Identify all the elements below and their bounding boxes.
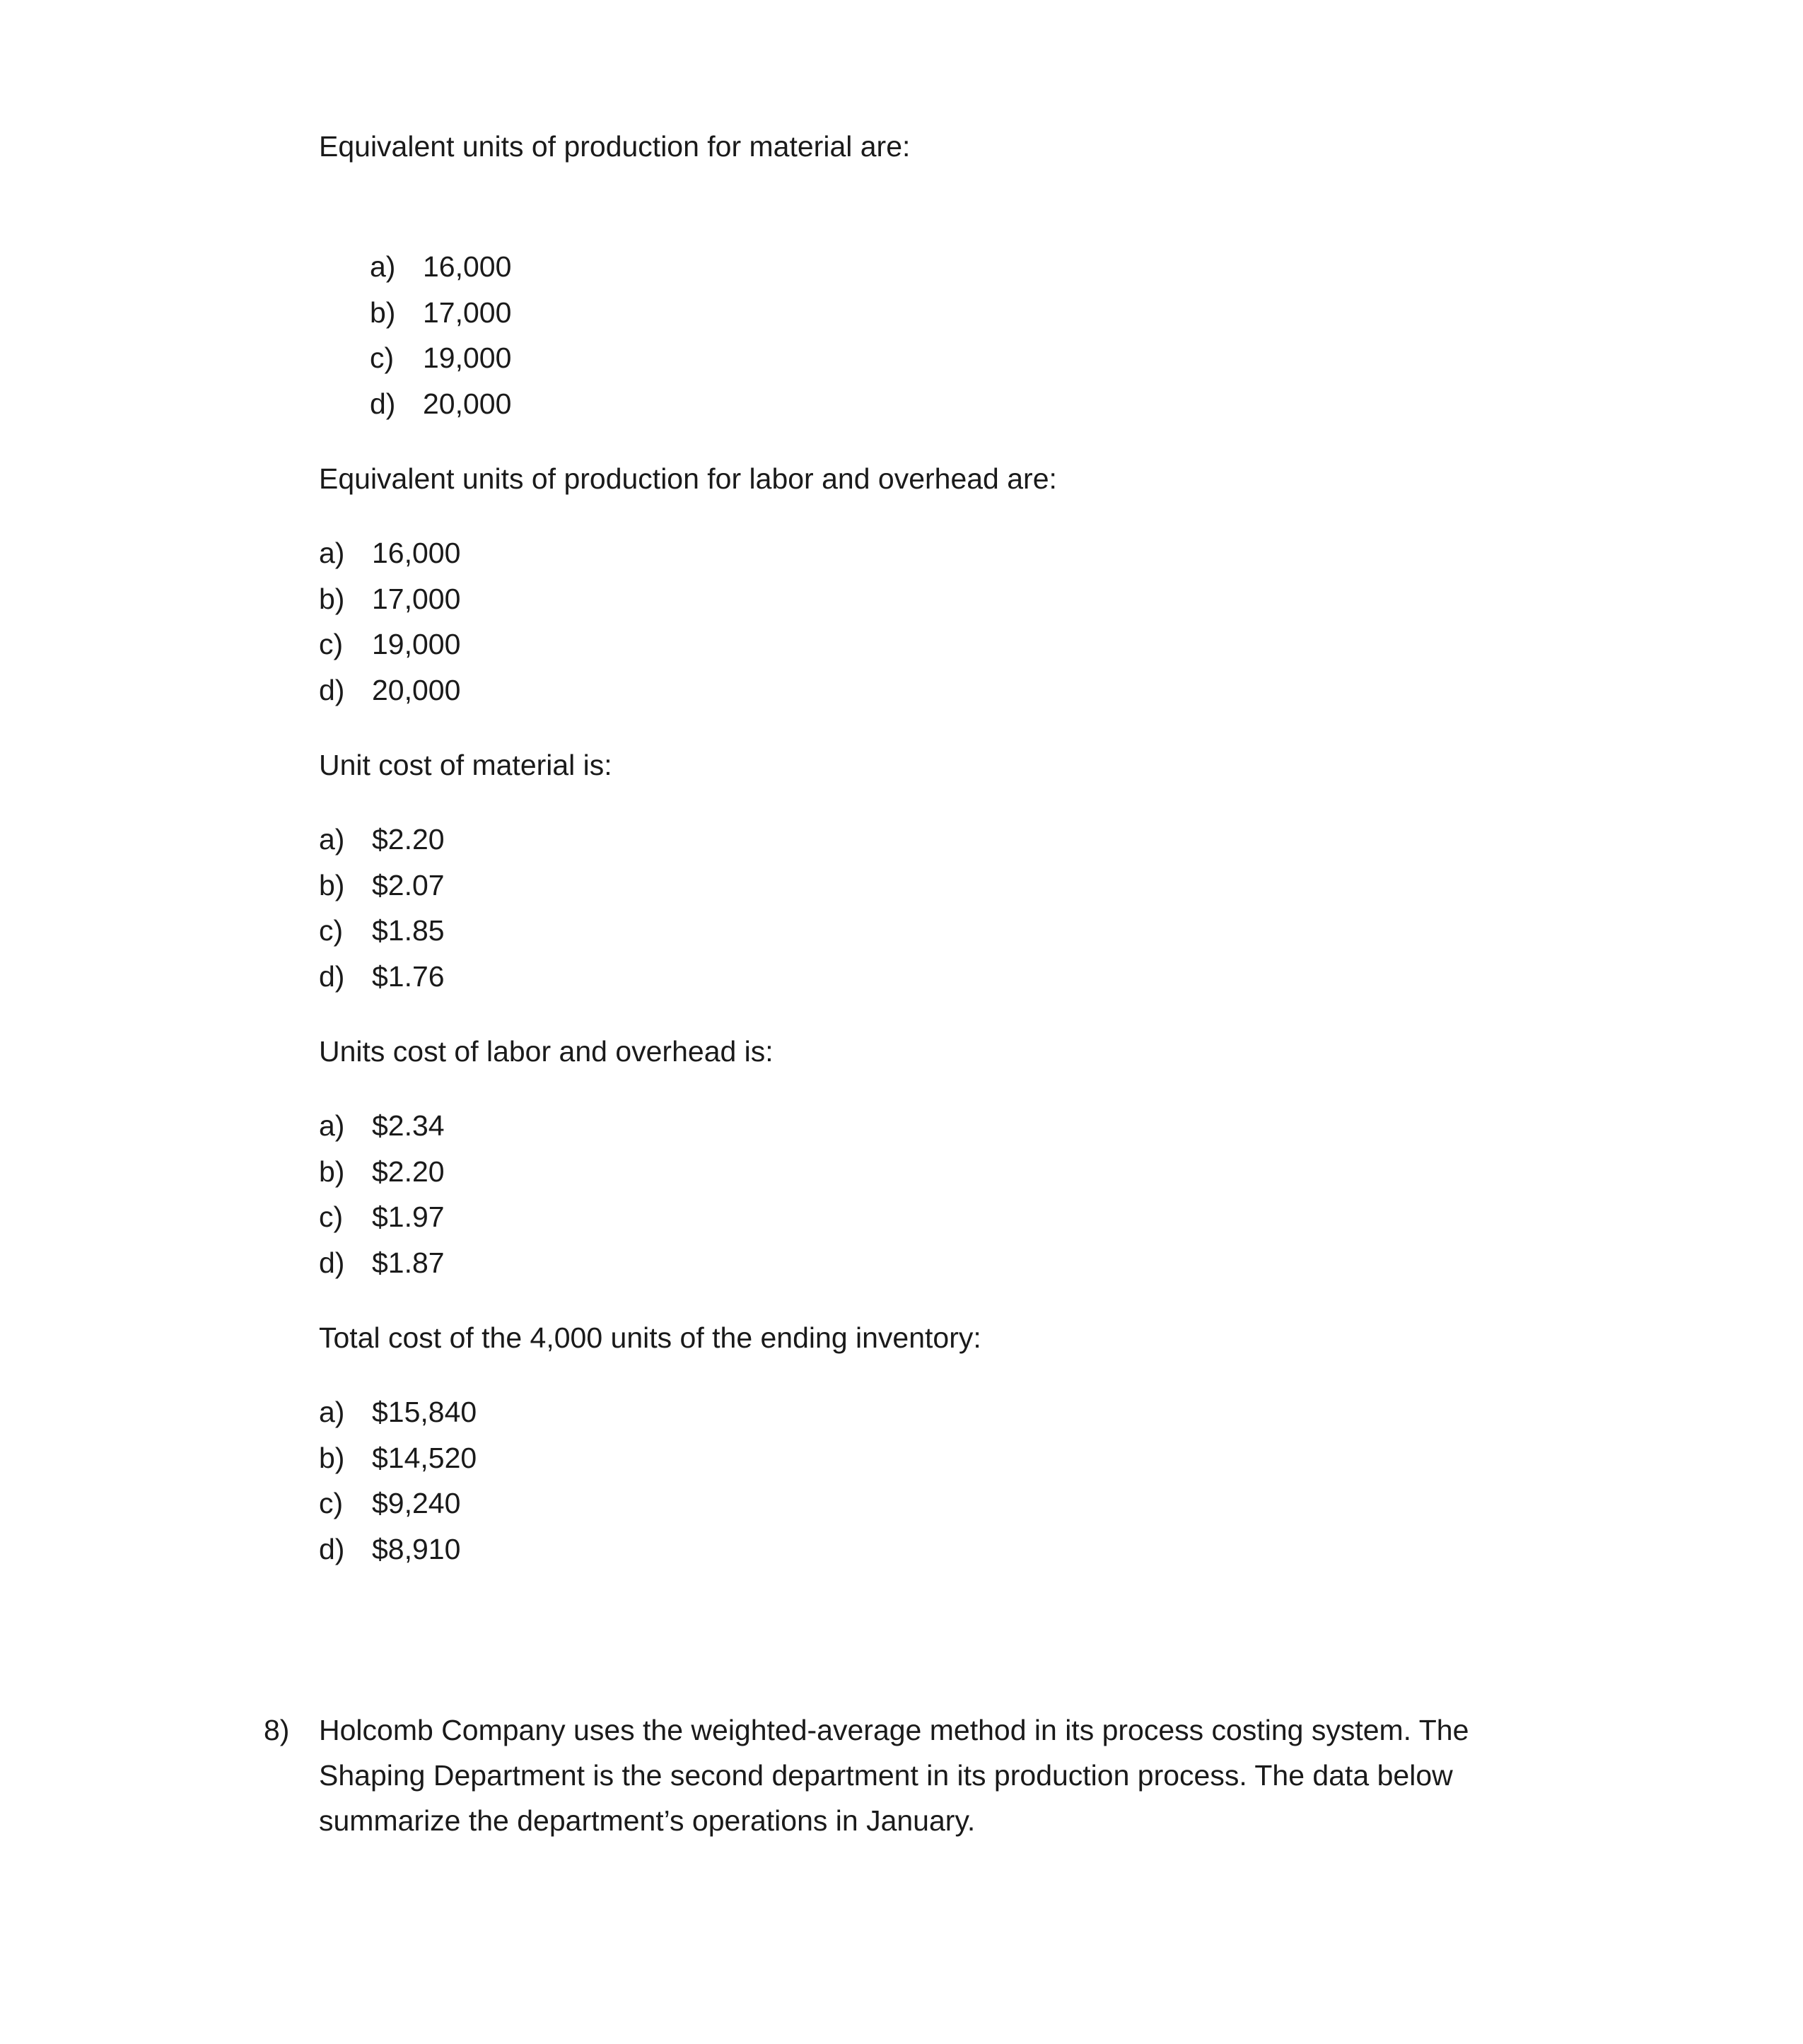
- option-item: [319, 1149, 445, 1195]
- option-item: [370, 290, 511, 336]
- option-value: 19,000: [423, 341, 512, 374]
- option-item: [319, 1194, 445, 1240]
- option-label: a): [370, 250, 396, 283]
- option-value: $9,240: [372, 1487, 461, 1519]
- option-label: b): [319, 582, 345, 615]
- question-prompt: Equivalent units of production for material are:: [319, 130, 911, 163]
- option-value: 17,000: [372, 582, 461, 615]
- option-label: b): [319, 1155, 345, 1188]
- option-value: 19,000: [372, 628, 461, 660]
- question-prompt: Equivalent units of production for labor and overhead are:: [319, 462, 1057, 495]
- option-label: d): [319, 1246, 345, 1279]
- option-item: [370, 381, 511, 427]
- option-item: [319, 576, 460, 622]
- option-item: [319, 817, 445, 863]
- option-item: [319, 1526, 477, 1572]
- option-label: c): [319, 914, 344, 947]
- option-label: a): [319, 1109, 345, 1142]
- option-label: b): [370, 296, 396, 329]
- option-value: $8,910: [372, 1532, 461, 1565]
- option-list: [370, 244, 511, 426]
- option-item: [319, 954, 445, 1000]
- option-value: 20,000: [423, 387, 512, 420]
- option-value: 16,000: [372, 537, 461, 569]
- question-prompt: Unit cost of material is:: [319, 749, 612, 781]
- option-value: $2.20: [372, 823, 445, 855]
- option-value: 16,000: [423, 250, 512, 283]
- option-value: $1.76: [372, 959, 445, 993]
- option-value: $15,840: [372, 1396, 477, 1428]
- option-item: [319, 1481, 477, 1526]
- option-value: $2.20: [372, 1155, 445, 1188]
- option-label: c): [370, 341, 395, 374]
- problem-number: 8): [264, 1714, 290, 1746]
- option-label: b): [319, 868, 345, 901]
- option-item: [319, 1389, 477, 1435]
- option-label: c): [319, 628, 344, 660]
- problem-text: Holcomb Company uses the weighted-average method in its process costing system. The Shaping Department is the second department in its production process. The data below summarize the department’s operations in January.: [319, 1714, 1469, 1837]
- option-value: $14,520: [372, 1441, 477, 1474]
- option-label: d): [319, 959, 345, 993]
- question-prompt: Units cost of labor and overhead is:: [319, 1035, 774, 1068]
- option-item: [319, 1103, 445, 1149]
- option-label: a): [319, 537, 345, 569]
- option-value: 17,000: [423, 296, 512, 329]
- option-label: a): [319, 823, 345, 855]
- option-item: [370, 335, 511, 381]
- option-item: [319, 667, 460, 713]
- option-label: c): [319, 1487, 344, 1519]
- option-value: $2.07: [372, 868, 445, 901]
- option-item: [319, 1435, 477, 1481]
- option-list: [319, 817, 445, 999]
- option-value: $1.87: [372, 1246, 445, 1279]
- option-value: $1.85: [372, 914, 445, 947]
- option-item: [319, 621, 460, 667]
- option-item: [319, 1240, 445, 1286]
- option-label: b): [319, 1441, 345, 1474]
- option-item: [319, 863, 445, 909]
- option-value: $2.34: [372, 1109, 445, 1142]
- option-item: [370, 244, 511, 290]
- option-value: 20,000: [372, 673, 461, 706]
- option-value: $1.97: [372, 1201, 445, 1233]
- option-label: d): [370, 387, 396, 420]
- option-label: c): [319, 1201, 344, 1233]
- option-list: [319, 530, 460, 713]
- option-item: [319, 908, 445, 954]
- option-list: [319, 1389, 477, 1572]
- option-label: d): [319, 673, 345, 706]
- option-list: [319, 1103, 445, 1285]
- question-prompt: Total cost of the 4,000 units of the ending inventory:: [319, 1321, 981, 1354]
- option-item: [319, 530, 460, 576]
- option-label: d): [319, 1532, 345, 1565]
- option-label: a): [319, 1396, 345, 1428]
